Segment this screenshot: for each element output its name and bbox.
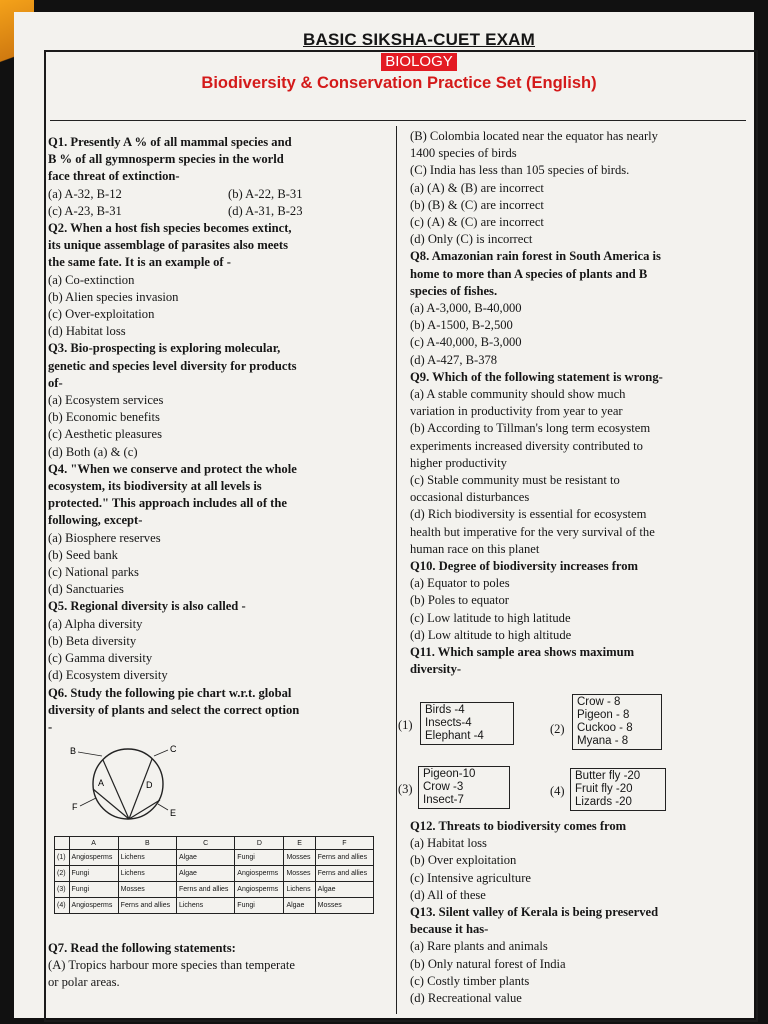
question-text: ecosystem, its biodiversity at all levels is (48, 479, 262, 494)
option: (c) Costly timber plants (410, 973, 530, 988)
option: (c) Over-exploitation (48, 307, 155, 322)
question-text: diversity of plants and select the correct option (48, 702, 300, 717)
option: (d) Habitat loss (48, 324, 126, 339)
table-cell: Fungi (69, 866, 118, 882)
option: (b) Alien species invasion (48, 289, 179, 304)
table-row (55, 866, 374, 882)
option: (a) A stable community should show much (410, 387, 626, 402)
question-text: Q2. When a host fish species becomes extinct, (48, 221, 292, 236)
table-header: A (69, 837, 118, 850)
table-cell: Lichens (118, 866, 176, 882)
question-text: species of fishes. (410, 283, 498, 298)
option: (b) Beta diversity (48, 633, 137, 648)
option: (b) Seed bank (48, 547, 118, 562)
option: (a) Co-extinction (48, 272, 135, 287)
option: variation in productivity from year to year (410, 404, 623, 419)
table-cell: Mosses (284, 866, 315, 882)
question-text: home to more than A species of plants and B (410, 266, 648, 281)
right-column (410, 128, 746, 679)
table-header-row (55, 837, 374, 850)
question-text: face threat of extinction- (48, 169, 180, 184)
exam-title: BASIC SIKSHA-CUET EXAM (302, 30, 536, 49)
option: (d) Rich biodiversity is essential for ecosystem (410, 507, 647, 522)
question-text: Q6. Study the following pie chart w.r.t. global (48, 685, 292, 700)
pie-label-e: E (170, 808, 177, 818)
option: (c) National parks (48, 565, 139, 580)
statement: or polar areas. (48, 975, 120, 990)
header-rule (50, 120, 746, 121)
option: (b) Only natural forest of India (410, 956, 566, 971)
sample-line: Insect-7 (423, 794, 464, 806)
question-text: Q9. Which of the following statement is wrong- (410, 369, 663, 384)
table-cell: Lichens (284, 882, 315, 898)
option: (b) (B) & (C) are incorrect (410, 197, 544, 212)
table-header: B (118, 837, 176, 850)
statement: 1400 species of birds (410, 146, 517, 161)
option: (b) According to Tillman's long term ecosystem (410, 421, 651, 436)
sample-line: Butter fly -20 (575, 770, 641, 782)
option: (b) Economic benefits (48, 410, 160, 425)
question-text: Q12. Threats to biodiversity comes from (410, 819, 627, 833)
option: (d) A-31, B-23 (228, 203, 303, 218)
sample-line: Pigeon - 8 (577, 709, 630, 721)
question-text: Q4. "When we conserve and protect the whole (48, 461, 297, 476)
question-text: the same fate. It is an example of - (48, 255, 231, 270)
option: (b) A-1500, B-2,500 (410, 318, 513, 333)
table-cell: Ferns and allies (315, 850, 373, 866)
question-text: Q7. Read the following statements: (48, 941, 236, 955)
option: (d) Both (a) & (c) (48, 444, 138, 459)
question-text: Q3. Bio-prospecting is exploring molecular, (48, 341, 281, 356)
question-1 (48, 134, 388, 220)
option: (c) A-23, B-31 (48, 203, 122, 218)
table-header: C (176, 837, 234, 850)
question-text: Q13. Silent valley of Kerala is being preserved (410, 905, 659, 920)
option: experiments increased diversity contributed to (410, 438, 643, 453)
table-cell: (2) (55, 866, 70, 882)
option: (a) A-3,000, B-40,000 (410, 301, 522, 316)
question-text: Q1. Presently A % of all mammal species and (48, 135, 292, 149)
table-cell: Ferns and allies (176, 882, 234, 898)
table-cell: Fungi (235, 898, 284, 914)
question-9 (410, 369, 746, 558)
pie-divider (103, 760, 129, 819)
option: (a) Equator to poles (410, 576, 510, 591)
option: (c) Intensive agriculture (410, 870, 531, 885)
option: (c) (A) & (C) are incorrect (410, 215, 544, 230)
table-cell: Angiosperms (69, 898, 118, 914)
option: (a) (A) & (B) are incorrect (410, 180, 544, 195)
pie-options-table (54, 836, 374, 914)
sample-line: Myana - 8 (577, 735, 629, 747)
question-text: because it has- (410, 922, 489, 937)
option-row (48, 186, 388, 203)
sample-number: (3) (398, 782, 413, 796)
pie-label-d: D (146, 780, 153, 790)
option: (a) Rare plants and animals (410, 939, 548, 954)
option: human race on this planet (410, 541, 540, 556)
option: higher productivity (410, 455, 507, 470)
label-leader (154, 750, 168, 756)
table-header: E (284, 837, 315, 850)
question-4 (48, 461, 388, 599)
option: (a) Alpha diversity (48, 616, 143, 631)
page-header (44, 30, 754, 93)
question-text: - (48, 719, 53, 734)
option: (c) Low latitude to high latitude (410, 610, 571, 625)
subject-badge: BIOLOGY (381, 53, 457, 71)
question-text: Q10. Degree of biodiversity increases from (410, 559, 639, 574)
table-cell: Lichens (176, 898, 234, 914)
option: (d) Ecosystem diversity (48, 668, 168, 683)
option: (c) Gamma diversity (48, 651, 153, 666)
label-leader (80, 798, 96, 806)
question-2 (48, 220, 388, 340)
worksheet-page (14, 12, 754, 1018)
question-text: diversity- (410, 662, 462, 677)
sample-number: (1) (398, 718, 413, 732)
sample-line: Birds -4 (425, 704, 465, 716)
right-column-lower (410, 818, 746, 1007)
table-row (55, 882, 374, 898)
table-cell: (4) (55, 898, 70, 914)
question-text: following, except- (48, 513, 143, 528)
pie-label-c: C (170, 744, 177, 754)
table-cell: Angiosperms (235, 866, 284, 882)
sample-line: Crow - 8 (577, 696, 621, 708)
question-text: genetic and species level diversity for products (48, 358, 297, 373)
option: (a) A-32, B-12 (48, 186, 122, 201)
sample-line: Pigeon-10 (423, 768, 476, 780)
table-cell: Algae (176, 866, 234, 882)
option: (b) Poles to equator (410, 593, 509, 608)
question-13 (410, 904, 746, 1007)
option: (d) All of these (410, 887, 486, 902)
option: health but imperative for the very survival of the (410, 524, 655, 539)
option-row (48, 203, 388, 220)
option: (d) A-427, B-378 (410, 352, 498, 367)
statement: (A) Tropics harbour more species than temperate (48, 958, 295, 973)
sample-line: Lizards -20 (575, 796, 632, 808)
table-cell: Algae (284, 898, 315, 914)
table-cell: (1) (55, 850, 70, 866)
question-text: of- (48, 375, 63, 390)
table-cell: Fungi (235, 850, 284, 866)
sample-line: Fruit fly -20 (575, 783, 633, 795)
table-cell: Lichens (118, 850, 176, 866)
sample-box-4 (570, 768, 666, 811)
sample-number: (4) (550, 784, 565, 798)
option: (c) Aesthetic pleasures (48, 427, 162, 442)
question-6 (48, 685, 388, 737)
question-text: protected." This approach includes all of the (48, 496, 287, 511)
option: (c) A-40,000, B-3,000 (410, 335, 522, 350)
question-3 (48, 340, 388, 460)
question-text: Q5. Regional diversity is also called - (48, 599, 246, 614)
question-10 (410, 558, 746, 644)
table-header: F (315, 837, 373, 850)
question-11 (410, 644, 746, 678)
sample-box-3 (418, 766, 510, 809)
table-cell: Mosses (118, 882, 176, 898)
sample-number: (2) (550, 722, 565, 736)
question-text: its unique assemblage of parasites also meets (48, 238, 288, 253)
left-column (48, 134, 388, 736)
table-cell: (3) (55, 882, 70, 898)
table-cell: Algae (315, 882, 373, 898)
sample-line: Crow -3 (423, 781, 464, 793)
column-divider (396, 126, 397, 1014)
practice-set-title: Biodiversity & Conservation Practice Set (English) (201, 74, 597, 92)
sample-line: Cuckoo - 8 (577, 722, 633, 734)
sample-box-2 (572, 694, 662, 750)
sample-box-1 (420, 702, 514, 745)
question-8 (410, 248, 746, 368)
sample-line: Elephant -4 (425, 730, 484, 742)
option: (d) Only (C) is incorrect (410, 232, 533, 247)
option: occasional disturbances (410, 490, 530, 505)
table-cell: Mosses (284, 850, 315, 866)
table-header (55, 837, 70, 850)
option: (a) Habitat loss (410, 836, 487, 851)
table-cell: Ferns and allies (315, 866, 373, 882)
pie-label-f: F (72, 802, 78, 812)
option: (d) Sanctuaries (48, 582, 124, 597)
sample-line: Insects-4 (425, 717, 472, 729)
option: (b) A-22, B-31 (228, 186, 303, 201)
question-text: Q11. Which sample area shows maximum (410, 645, 635, 660)
question-7-continued (410, 128, 746, 248)
table-row (55, 850, 374, 866)
pie-divider (129, 800, 160, 819)
option: (b) Over exploitation (410, 853, 517, 868)
label-leader (158, 804, 168, 810)
table-cell: Ferns and allies (118, 898, 176, 914)
option: (d) Low altitude to high altitude (410, 627, 572, 642)
table-row (55, 898, 374, 914)
table-cell: Angiosperms (235, 882, 284, 898)
table-cell: Angiosperms (69, 850, 118, 866)
statement: (B) Colombia located near the equator has nearly (410, 129, 658, 143)
statement: (C) India has less than 105 species of birds. (410, 163, 630, 178)
question-5 (48, 598, 388, 684)
pie-chart (70, 738, 200, 834)
table-header: D (235, 837, 284, 850)
table-cell: Mosses (315, 898, 373, 914)
option: (a) Ecosystem services (48, 393, 164, 408)
question-text: Q8. Amazonian rain forest in South America is (410, 249, 661, 264)
question-7 (48, 940, 388, 992)
option: (a) Biosphere reserves (48, 530, 161, 545)
option: (d) Recreational value (410, 991, 522, 1006)
question-12 (410, 818, 746, 904)
table-cell: Algae (176, 850, 234, 866)
label-leader (78, 752, 102, 756)
table-cell: Fungi (69, 882, 118, 898)
question-text: B % of all gymnosperm species in the world (48, 152, 284, 167)
pie-label-b: B (70, 746, 77, 756)
option: (c) Stable community must be resistant to (410, 473, 620, 488)
pie-label-a: A (98, 778, 105, 788)
